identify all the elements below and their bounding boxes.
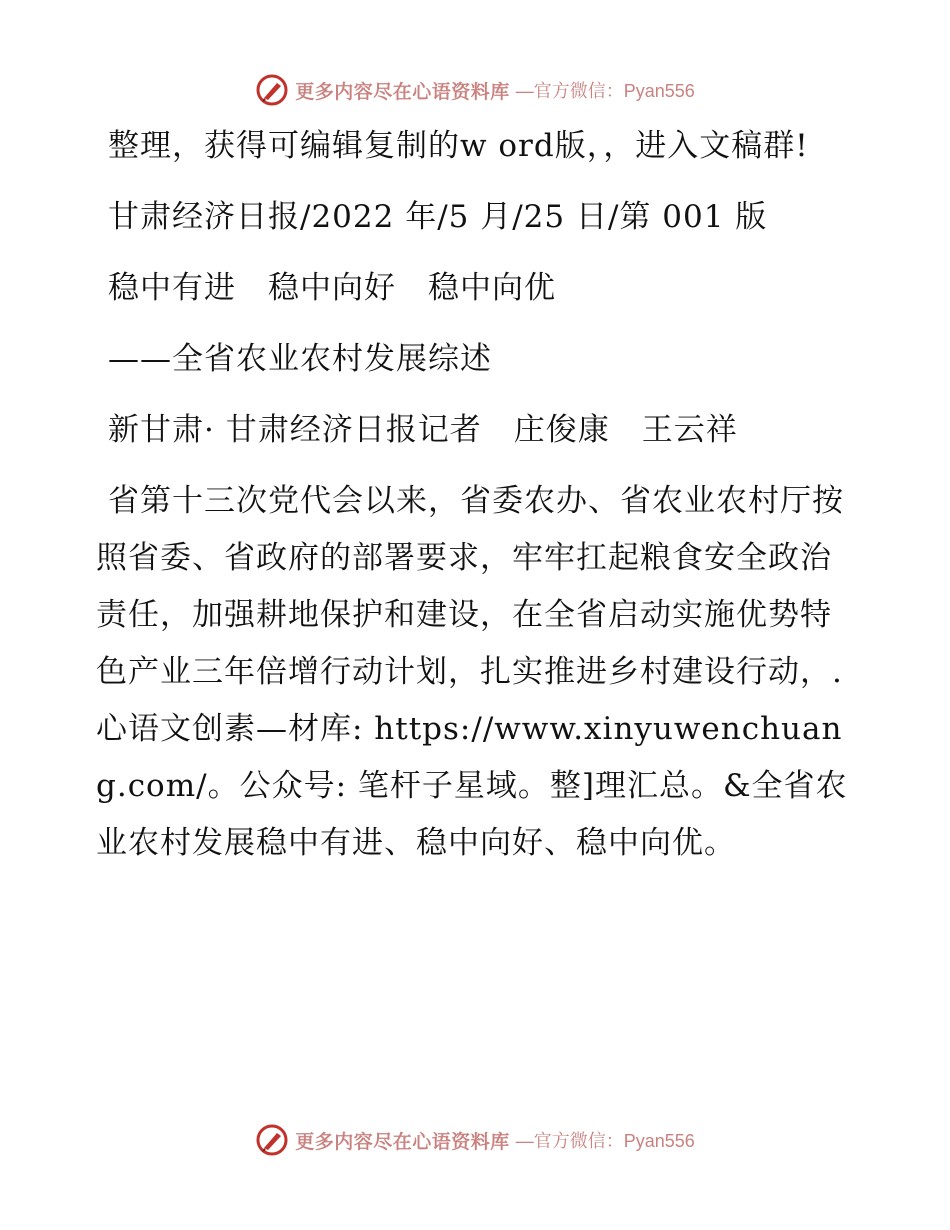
article-byline: 新甘肃· 甘肃经济日报记者 庄俊康 王云祥 (108, 412, 738, 448)
pen-logo-icon (255, 1123, 289, 1157)
source-line: 甘肃经济日报/2022 年/5 月/25 日/第 001 版 (108, 199, 768, 235)
header-banner (0, 70, 950, 110)
article-body: 省第十三次党代会以来，省委农办、省农业农村厅按照省委、省政府的部署要求，牢牢扛起粮食安全政治责任，加强耕地保护和建设，在全省启动实施优势特色产业三年倍增行动计划，扎实推进乡村建设行动，.心语文创素—材库: https://www.xinyuwenchuang.com/。公众号: 笔杆子星域。整]理汇总。&全省农业农村发展稳中有进、稳中向好、稳中向优。 (96, 483, 848, 861)
header-promo-text: 更多内容尽在心语资料库 (295, 80, 510, 103)
footer-contact-text: —官方微信：Pyan556 (515, 1131, 695, 1151)
article-subtitle: ——全省农业农村发展综述 (108, 341, 492, 377)
header-contact-text: —官方微信：Pyan556 (515, 81, 695, 101)
document-body (96, 118, 852, 872)
pen-logo-icon (255, 73, 289, 107)
footer-promo-text: 更多内容尽在心语资料库 (295, 1130, 510, 1153)
footer-banner (0, 1120, 950, 1160)
intro-paragraph: 整理，获得可编辑复制的w ord版，，进入文稿群! (108, 128, 809, 164)
article-title: 稳中有进 稳中向好 稳中向优 (108, 270, 556, 306)
